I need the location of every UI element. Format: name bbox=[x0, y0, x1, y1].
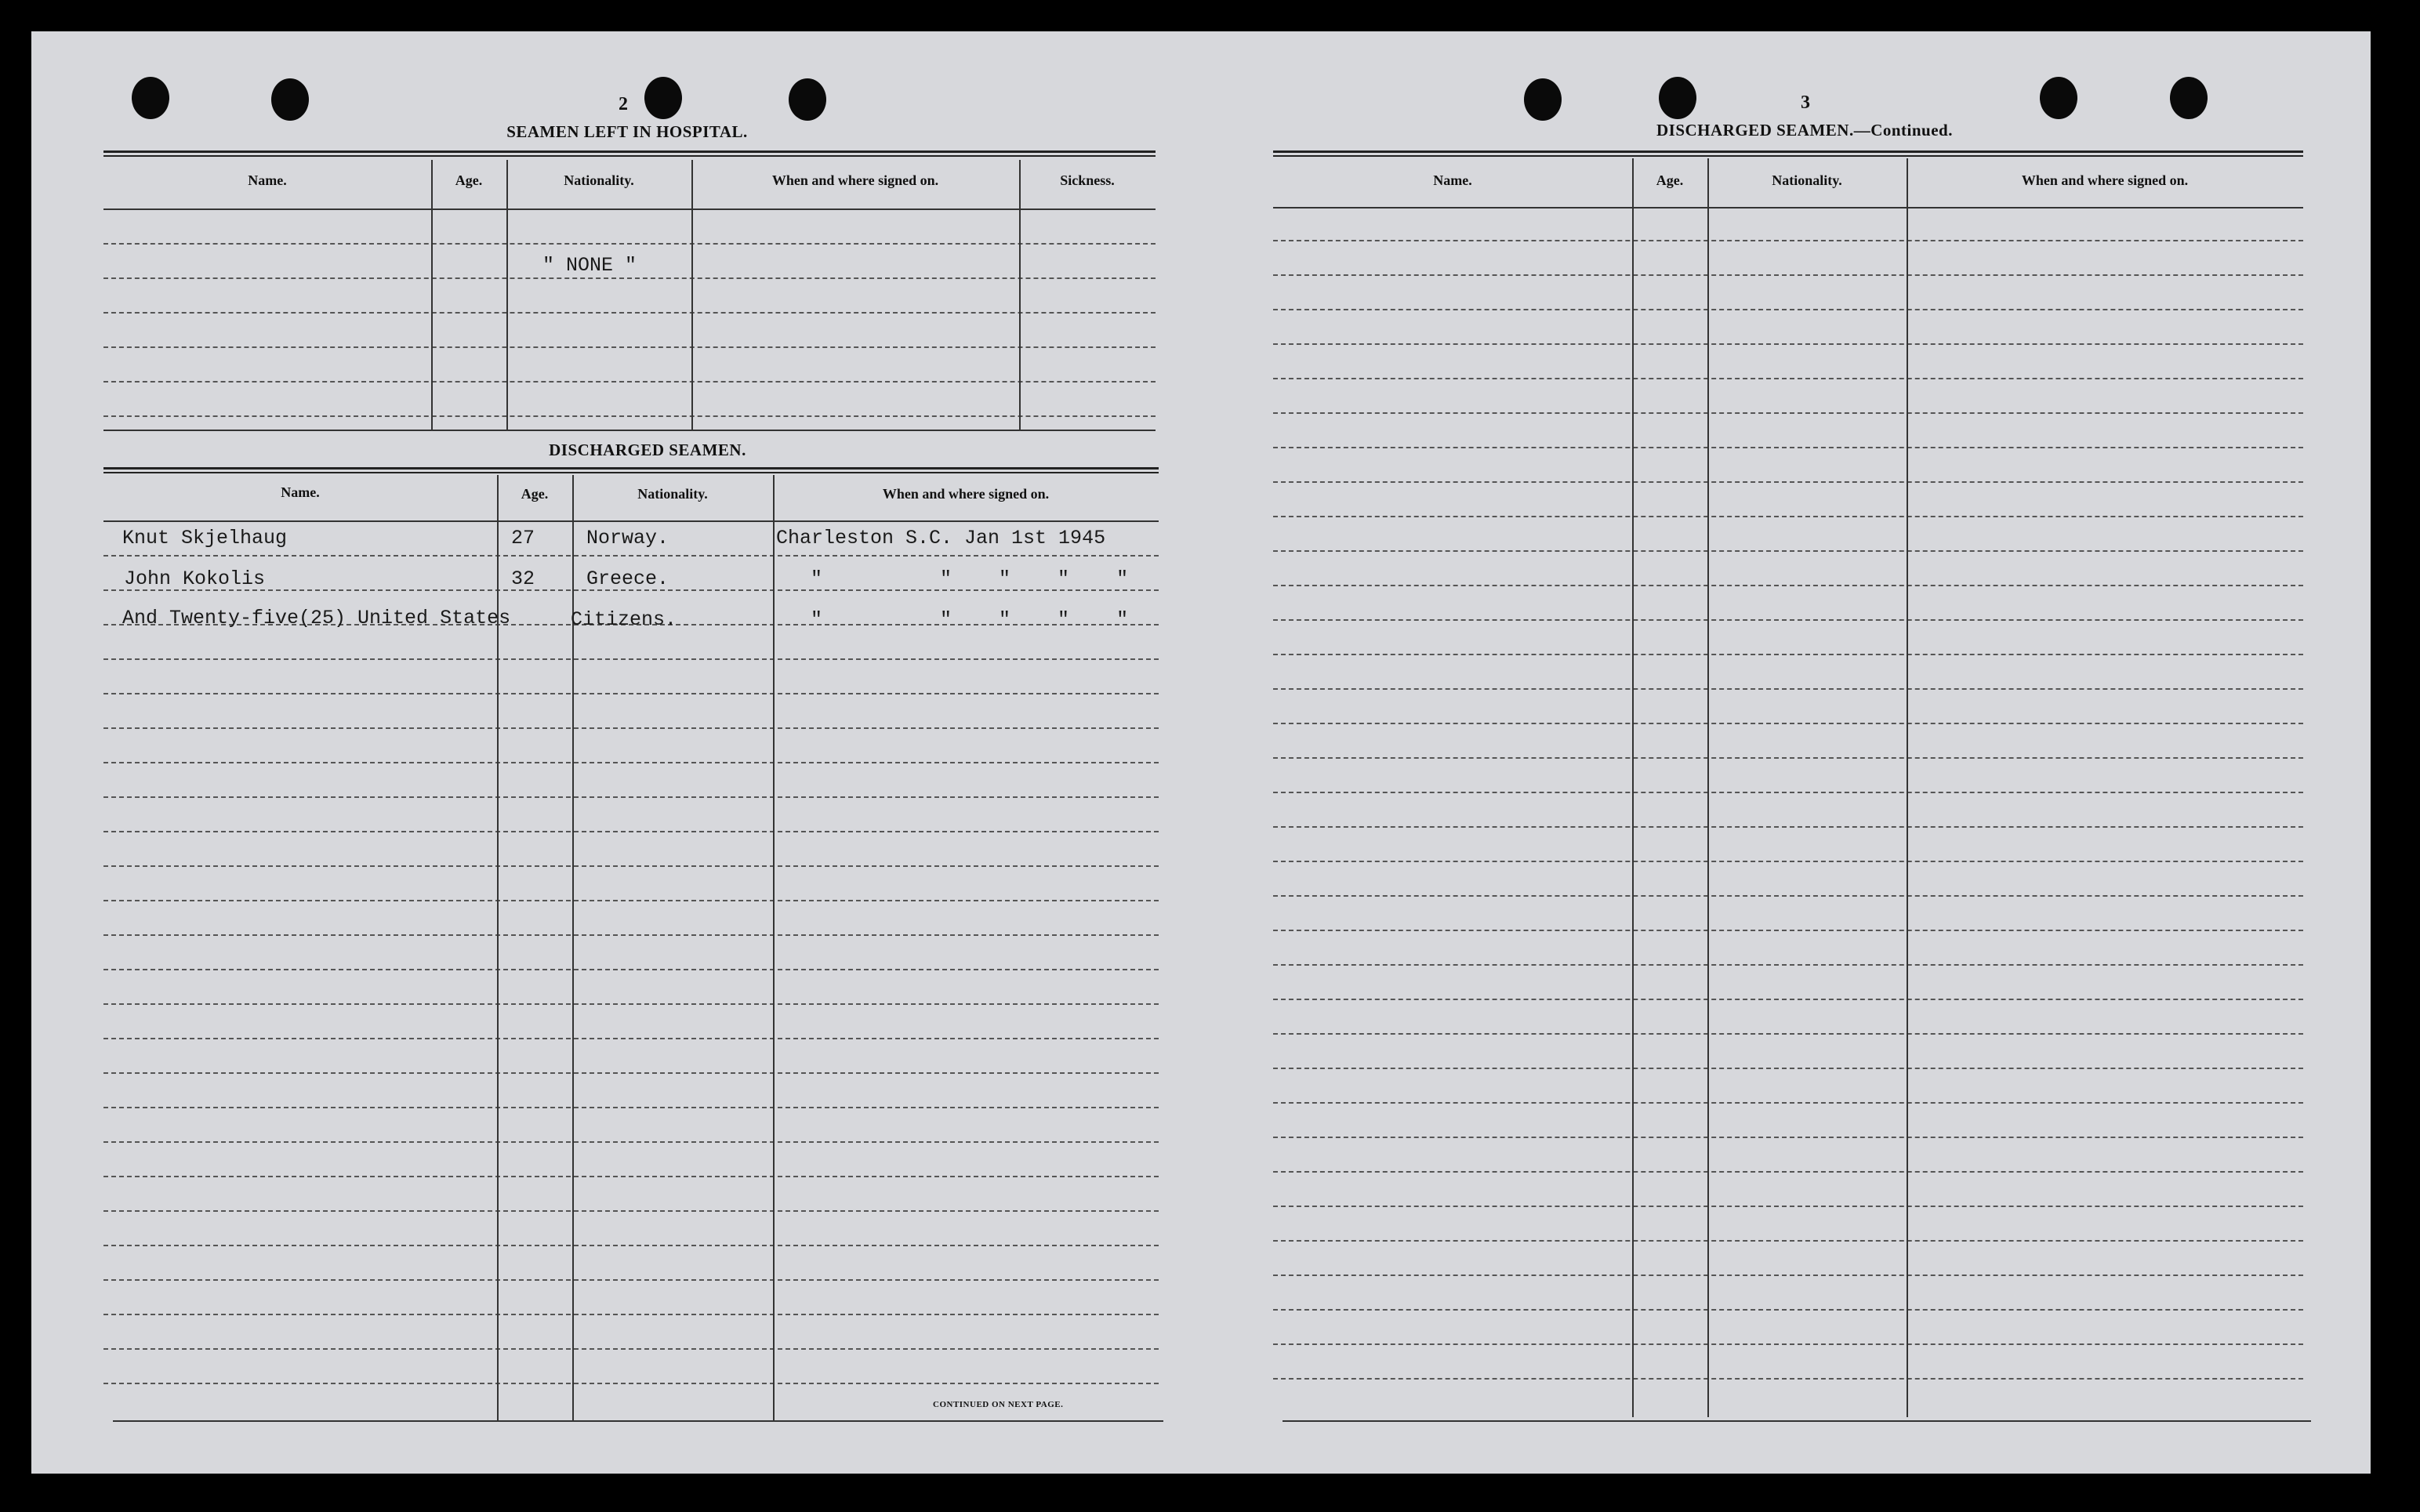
ruled-line bbox=[103, 727, 1159, 729]
ruled-line bbox=[1273, 1068, 2303, 1069]
punch-hole bbox=[271, 78, 309, 121]
ruled-line bbox=[1273, 585, 2303, 586]
ruled-line bbox=[1273, 895, 2303, 897]
ruled-line bbox=[1273, 1171, 2303, 1173]
hospital-section-title: SEAMEN LEFT IN HOSPITAL. bbox=[506, 122, 748, 141]
column-divider bbox=[431, 160, 433, 430]
hospital-bottom-rule bbox=[103, 430, 1156, 431]
ruled-line bbox=[1273, 1343, 2303, 1345]
ruled-line bbox=[1273, 1240, 2303, 1242]
column-divider bbox=[1907, 158, 1908, 1417]
ruled-line bbox=[103, 346, 1156, 348]
page-number: 2 bbox=[619, 94, 628, 114]
hospital-col-nationality: Nationality. bbox=[564, 172, 634, 188]
ruled-line bbox=[1273, 1206, 2303, 1207]
punch-hole bbox=[2040, 77, 2077, 119]
hospital-col-signed-on: When and where signed on. bbox=[771, 172, 939, 188]
ruled-line bbox=[103, 1348, 1159, 1350]
discharged-col-name: Name. bbox=[281, 484, 320, 500]
hospital-none-entry: " NONE " bbox=[542, 254, 637, 277]
ruled-line bbox=[103, 900, 1159, 901]
discharged-row-2-name: John Kokolis bbox=[124, 567, 266, 590]
discharged-row-2-age: 32 bbox=[511, 567, 535, 590]
right-col-signed-on: When and where signed on. bbox=[2021, 172, 2189, 188]
right-page bbox=[1207, 31, 2371, 1474]
ruled-line bbox=[103, 693, 1159, 694]
column-divider bbox=[1632, 158, 1634, 1417]
ruled-line bbox=[1273, 343, 2303, 345]
document-scan bbox=[31, 31, 2371, 1474]
left-page bbox=[31, 31, 1207, 1474]
ruled-line bbox=[1273, 447, 2303, 448]
discharged-row-1-age: 27 bbox=[511, 527, 535, 549]
right-table-top-rule bbox=[1273, 150, 2303, 157]
discharged-header-rule bbox=[103, 520, 1159, 522]
ruled-line bbox=[103, 1003, 1159, 1005]
ruled-line bbox=[1273, 412, 2303, 414]
punch-hole bbox=[1659, 77, 1696, 119]
ruled-line bbox=[1273, 240, 2303, 241]
punch-hole bbox=[2170, 77, 2208, 119]
hospital-header-rule bbox=[103, 208, 1156, 210]
page-number: 3 bbox=[1801, 92, 1810, 113]
ruled-line bbox=[103, 1107, 1159, 1108]
ruled-line bbox=[1273, 1275, 2303, 1276]
ruled-line bbox=[1273, 378, 2303, 379]
ruled-line bbox=[103, 277, 1156, 279]
discharged-table-top-rule bbox=[103, 467, 1159, 473]
ruled-line bbox=[1273, 309, 2303, 310]
ruled-line bbox=[103, 762, 1159, 763]
right-bottom-rule bbox=[1283, 1420, 2311, 1422]
ruled-line bbox=[103, 312, 1156, 314]
hospital-col-sickness: Sickness. bbox=[1060, 172, 1115, 188]
ruled-line bbox=[103, 1279, 1159, 1281]
ruled-line bbox=[103, 381, 1156, 383]
ruled-line bbox=[103, 1141, 1159, 1143]
discharged-row-3-name: And Twenty-five(25) United States bbox=[122, 607, 511, 629]
right-header-rule bbox=[1273, 207, 2303, 208]
discharged-row-1-signed-on: Charleston S.C. Jan 1st 1945 bbox=[776, 527, 1106, 549]
ruled-line bbox=[1273, 826, 2303, 828]
ruled-line bbox=[103, 1314, 1159, 1315]
discharged-row-3-signed-on: " " " " " bbox=[811, 608, 1129, 631]
ruled-line bbox=[1273, 688, 2303, 690]
ruled-line bbox=[1273, 550, 2303, 552]
ruled-line bbox=[1273, 1137, 2303, 1138]
ruled-line bbox=[1273, 930, 2303, 931]
right-col-age: Age. bbox=[1656, 172, 1684, 188]
ruled-line bbox=[103, 934, 1159, 936]
ruled-line bbox=[103, 1383, 1159, 1384]
ruled-line bbox=[103, 1072, 1159, 1074]
ruled-line bbox=[103, 658, 1159, 660]
ruled-line bbox=[1273, 964, 2303, 966]
punch-hole bbox=[132, 77, 169, 119]
ruled-line bbox=[1273, 654, 2303, 655]
discharged-row-2-signed-on: " " " " " bbox=[811, 567, 1129, 590]
discharged-row-1-nationality: Norway. bbox=[586, 527, 669, 549]
ruled-line bbox=[1273, 1378, 2303, 1380]
ruled-line bbox=[103, 243, 1156, 245]
punch-hole bbox=[1524, 78, 1562, 121]
continued-footer: CONTINUED ON NEXT PAGE. bbox=[933, 1400, 1064, 1409]
hospital-table-top-rule bbox=[103, 150, 1156, 157]
column-divider bbox=[773, 475, 775, 1420]
discharged-continued-title: DISCHARGED SEAMEN.—Continued. bbox=[1656, 121, 1953, 140]
ruled-line bbox=[1273, 1309, 2303, 1311]
ruled-line bbox=[1273, 999, 2303, 1000]
discharged-row-3-nationality: Citizens. bbox=[571, 608, 677, 631]
ruled-line bbox=[1273, 274, 2303, 276]
ruled-line bbox=[1273, 757, 2303, 759]
column-divider bbox=[506, 160, 508, 430]
ruled-line bbox=[103, 831, 1159, 832]
hospital-col-age: Age. bbox=[455, 172, 483, 188]
ruled-line bbox=[103, 969, 1159, 970]
ruled-line bbox=[103, 1038, 1159, 1039]
ruled-line bbox=[1273, 481, 2303, 483]
discharged-col-nationality: Nationality. bbox=[637, 486, 708, 502]
column-divider bbox=[1707, 158, 1709, 1417]
right-col-nationality: Nationality. bbox=[1772, 172, 1842, 188]
right-col-name: Name. bbox=[1433, 172, 1472, 188]
ruled-line bbox=[1273, 1102, 2303, 1104]
ruled-line bbox=[1273, 861, 2303, 862]
punch-hole bbox=[789, 78, 826, 121]
ruled-line bbox=[1273, 723, 2303, 724]
ruled-line bbox=[103, 555, 1159, 557]
ruled-line bbox=[103, 796, 1159, 798]
ruled-line bbox=[1273, 619, 2303, 621]
discharged-row-1-name: Knut Skjelhaug bbox=[122, 527, 288, 549]
ruled-line bbox=[1273, 792, 2303, 793]
discharged-col-signed-on: When and where signed on. bbox=[882, 486, 1050, 502]
ruled-line bbox=[103, 865, 1159, 867]
discharged-section-title: DISCHARGED SEAMEN. bbox=[549, 441, 746, 459]
discharged-col-age: Age. bbox=[521, 486, 549, 502]
ruled-line bbox=[103, 415, 1156, 417]
ruled-line bbox=[103, 1176, 1159, 1177]
discharged-bottom-rule bbox=[113, 1420, 1163, 1422]
discharged-row-2-nationality: Greece. bbox=[586, 567, 669, 590]
ruled-line bbox=[1273, 516, 2303, 517]
ruled-line bbox=[1273, 1033, 2303, 1035]
column-divider bbox=[1019, 160, 1021, 430]
column-divider bbox=[691, 160, 693, 430]
ruled-line bbox=[103, 1210, 1159, 1212]
ruled-line bbox=[103, 1245, 1159, 1246]
hospital-col-name: Name. bbox=[248, 172, 287, 188]
